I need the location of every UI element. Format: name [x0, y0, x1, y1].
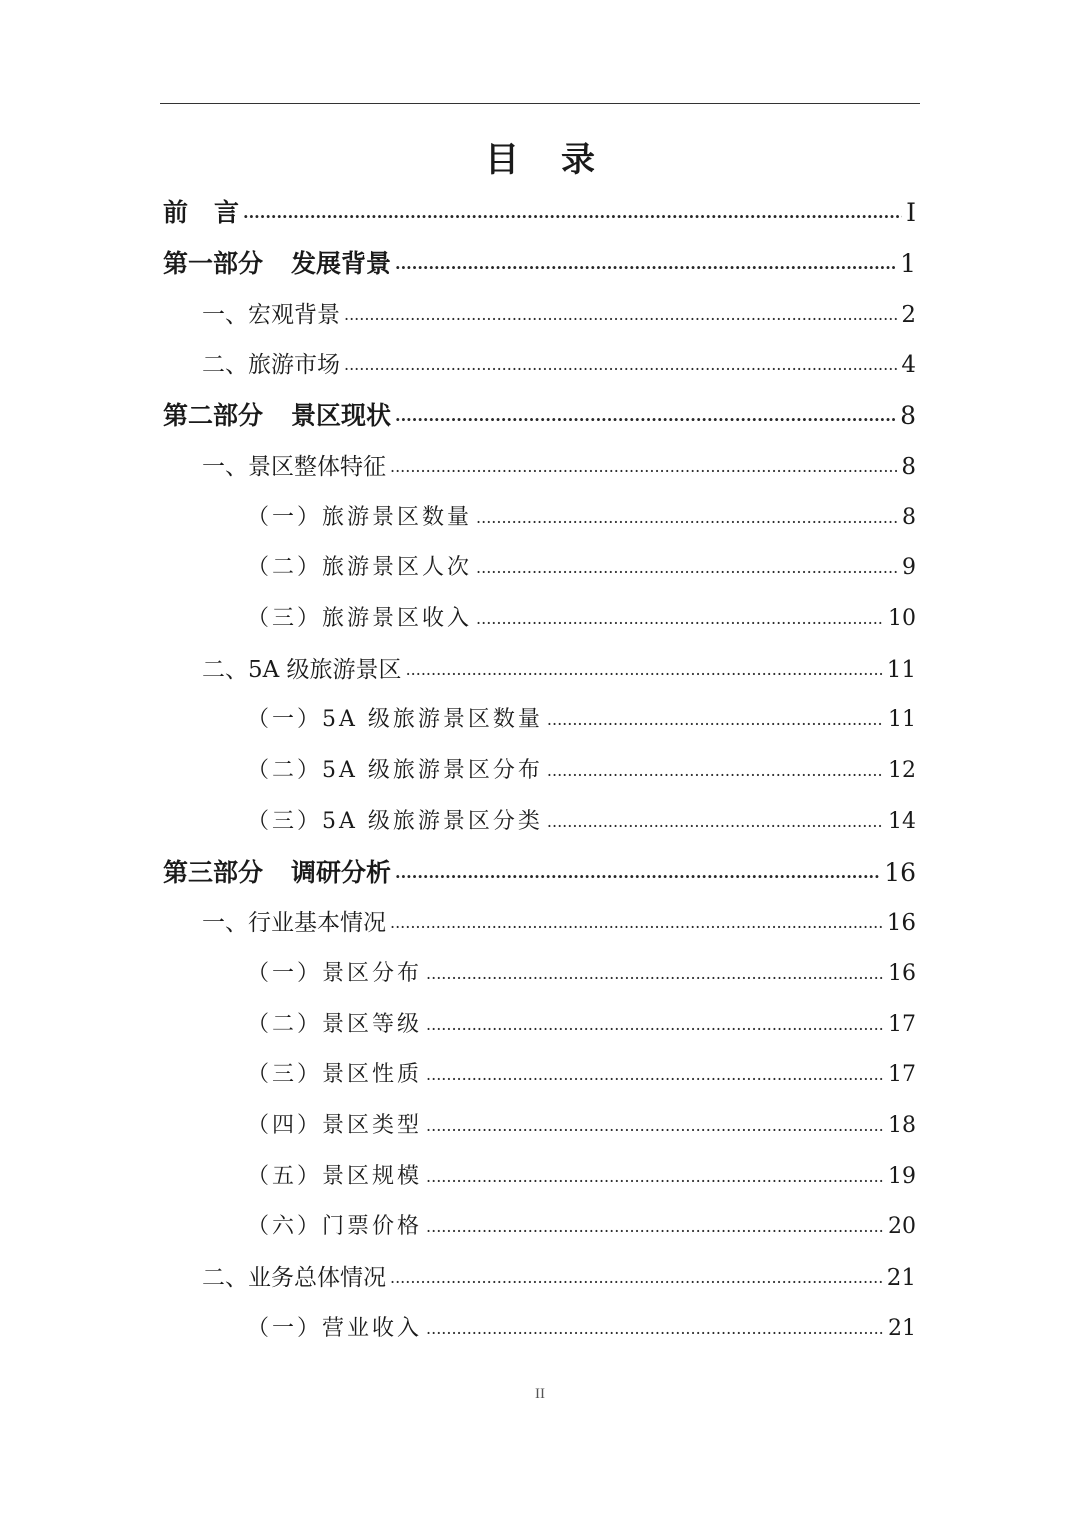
toc-leader-dots	[547, 797, 884, 847]
toc-entry-subsection[interactable]	[247, 797, 916, 847]
toc-entry-subsection[interactable]	[247, 493, 916, 543]
toc-entry-label-part: 第一部分	[163, 249, 264, 278]
toc-entry-subsection[interactable]	[247, 746, 916, 796]
toc-leader-dots	[395, 391, 896, 441]
toc-entry-label	[163, 848, 395, 898]
toc-entry-label: 一、宏观背景	[202, 302, 340, 328]
toc-entry-section[interactable]	[202, 340, 916, 390]
toc-entry-part-3[interactable]	[163, 848, 916, 898]
toc-entry-page: 8	[901, 454, 916, 480]
toc-entry-part-2[interactable]	[163, 391, 916, 441]
toc-entry-page: 16	[886, 910, 916, 936]
toc-entry-label: 二、旅游市场	[202, 352, 340, 378]
toc-entry-page: 2	[901, 302, 916, 328]
toc-entry-subsection[interactable]	[247, 1202, 916, 1252]
toc-entry-label: （五）景区规模	[247, 1164, 423, 1189]
toc-leader-dots	[426, 949, 884, 999]
toc-leader-dots	[390, 898, 883, 948]
toc-title-char-2: 录	[561, 140, 595, 180]
toc-entry-part-1[interactable]	[163, 239, 916, 289]
toc-entry-page: 21	[886, 1265, 916, 1291]
toc-leader-dots	[426, 1304, 884, 1354]
toc-entry-section[interactable]	[202, 1253, 916, 1303]
toc-entry-section[interactable]	[202, 898, 916, 948]
toc-leader-dots	[426, 1000, 884, 1050]
toc-entry-page: 11	[888, 707, 916, 732]
toc-entry-subsection[interactable]	[247, 1000, 916, 1050]
toc-leader-dots	[344, 290, 897, 340]
toc-leader-dots	[547, 746, 884, 796]
toc-entry-label: （二）5A 级旅游景区分布	[247, 758, 543, 783]
toc-entry-label: （一）旅游景区数量	[247, 505, 473, 530]
toc-entry-label: （三）景区性质	[247, 1062, 423, 1087]
toc-entry-subsection[interactable]	[247, 594, 916, 644]
toc-entry-label: （一）营业收入	[247, 1316, 423, 1341]
toc-entry-section[interactable]	[202, 442, 916, 492]
toc-entry-label: （二）旅游景区人次	[247, 555, 473, 580]
toc-entry-preface[interactable]	[163, 188, 916, 238]
toc-leader-dots	[390, 442, 897, 492]
toc-entry-label: 一、行业基本情况	[202, 910, 386, 936]
toc-entry-subsection[interactable]	[247, 949, 916, 999]
header-rule	[160, 103, 920, 104]
toc-entry-subsection[interactable]	[247, 543, 916, 593]
toc-entry-page: 16	[888, 961, 916, 986]
toc-entry-subsection[interactable]	[247, 1101, 916, 1151]
toc-entry-label: 二、业务总体情况	[202, 1265, 386, 1291]
toc-title	[0, 136, 1080, 184]
toc-leader-dots	[344, 340, 897, 390]
toc-entry-label-part: 言	[214, 198, 240, 227]
toc-entry-label: （一）5A 级旅游景区数量	[247, 707, 543, 732]
toc-leader-dots	[476, 543, 898, 593]
toc-entry-label: 二、5A 级旅游景区	[202, 657, 402, 683]
toc-entry-page: 9	[902, 555, 916, 580]
toc-entry-label: （二）景区等级	[247, 1012, 423, 1037]
toc-entry-page: 20	[888, 1214, 916, 1239]
toc-entry-label: （三）5A 级旅游景区分类	[247, 809, 543, 834]
toc-entry-page: 16	[884, 858, 916, 887]
toc-entry-label	[163, 239, 395, 289]
toc-leader-dots	[243, 188, 902, 238]
toc-leader-dots	[426, 1101, 884, 1151]
toc-entry-page: 10	[888, 606, 916, 631]
toc-entry-page: 8	[900, 401, 916, 430]
toc-entry-page: 4	[901, 352, 916, 378]
toc-leader-dots	[390, 1253, 883, 1303]
toc-entry-label: （四）景区类型	[247, 1113, 423, 1138]
toc-entry-page: 18	[888, 1113, 916, 1138]
toc-entry-subsection[interactable]	[247, 1304, 916, 1354]
toc-entry-label	[163, 188, 243, 238]
toc-entry-page: 11	[886, 657, 916, 683]
toc-leader-dots	[406, 645, 883, 695]
toc-entry-section[interactable]	[202, 290, 916, 340]
toc-leader-dots	[395, 848, 880, 898]
toc-entry-page: 8	[902, 505, 916, 530]
toc-entry-subsection[interactable]	[247, 1050, 916, 1100]
toc-entry-label-part: 景区现状	[291, 401, 392, 430]
toc-leader-dots	[426, 1152, 884, 1202]
toc-entry-label-part: 前	[163, 198, 189, 227]
toc-entry-label: （三）旅游景区收入	[247, 606, 473, 631]
toc-entry-page: I	[906, 198, 916, 227]
toc-entry-page: 21	[888, 1316, 916, 1341]
toc-entry-section[interactable]	[202, 645, 916, 695]
toc-entry-page: 17	[888, 1012, 916, 1037]
toc-leader-dots	[426, 1202, 884, 1252]
toc-leader-dots	[426, 1050, 884, 1100]
toc-entry-label: （一）景区分布	[247, 961, 423, 986]
toc-entry-label-part: 第二部分	[163, 401, 264, 430]
toc-entry-label	[163, 391, 395, 441]
toc-entry-label: 一、景区整体特征	[202, 454, 386, 480]
toc-title-char-1: 目	[485, 140, 519, 180]
toc-entry-page: 19	[888, 1164, 916, 1189]
toc-leader-dots	[476, 594, 884, 644]
toc-leader-dots	[476, 493, 898, 543]
toc-entry-subsection[interactable]	[247, 695, 916, 745]
toc-entry-label-part: 发展背景	[291, 249, 392, 278]
toc-entry-page: 14	[888, 809, 916, 834]
toc-entry-label: （六）门票价格	[247, 1214, 423, 1239]
toc-entry-page: 17	[888, 1062, 916, 1087]
toc-entry-label-part: 第三部分	[163, 858, 264, 887]
toc-entry-subsection[interactable]	[247, 1152, 916, 1202]
toc-entry-page: 1	[900, 249, 916, 278]
toc-entry-label-part: 调研分析	[291, 858, 392, 887]
toc-leader-dots	[395, 239, 896, 289]
toc-entry-page: 12	[888, 758, 916, 783]
page-number: II	[535, 1386, 545, 1402]
toc-leader-dots	[547, 695, 884, 745]
